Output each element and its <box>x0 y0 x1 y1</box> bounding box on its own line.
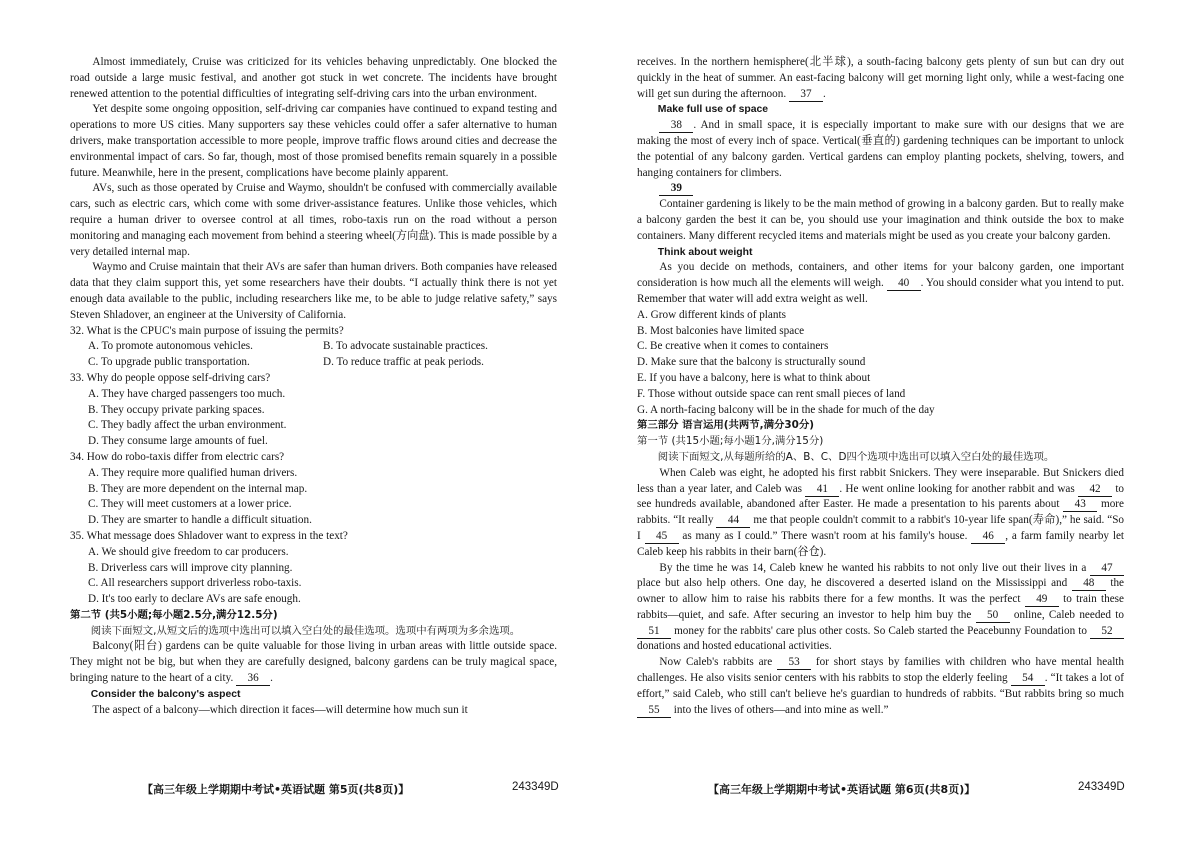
text-span: donations and hosted educational activities. <box>637 640 832 653</box>
passage-paragraph: Yet despite some ongoing opposition, self-driving car companies have continued to expand testing and operations to more US cities. Many supporters say these vehicles could offer a safer alternative to human drivers, make transportation accessible to more people, improve traffic flows around cities and decrease the environmental impact of cars. So far, though, most of those promised benefits remain squarely in a possible future. Meanwhile, here in the present, complications have become plainly apparent. <box>70 103 557 179</box>
choice-c: C. Be creative when it comes to containers <box>637 340 829 353</box>
passage-paragraph: Almost immediately, Cruise was criticized for its vehicles behaving unpredictably. One blocked the road outside a large music festival, and another got stuck in wet concrete. The incidents have brought renewed attention to the potential difficulties of integrating self-driving cars into the urban environment. <box>70 56 557 100</box>
question-34 <box>70 450 557 529</box>
section-2-instructions: 阅读下面短文,从短文后的选项中选出可以填入空白处的最佳选项。选项中有两项为多余选项。 <box>90 624 521 637</box>
question-stem: 34. How do robo-taxis differ from electric cars? <box>70 450 285 463</box>
text-span: me that people couldn't commit to a rabbit's 10-year life span(寿命),” he said. “So I <box>637 514 1125 542</box>
passage-paragraph <box>637 181 1124 197</box>
passage-paragraph: The aspect of a balcony—which direction it faces—will determine how much sun it <box>92 703 468 716</box>
option-b: B. They occupy private parking spaces. <box>88 403 265 416</box>
answer-blank-36[interactable]: 36 <box>236 672 270 686</box>
answer-blank-49[interactable]: 49 <box>1025 593 1059 607</box>
answer-blank-43[interactable]: 43 <box>1063 498 1097 512</box>
answer-blank-44[interactable]: 44 <box>716 514 750 528</box>
text-span: as many as I could.” There wasn't room at his family's house. <box>682 529 968 542</box>
passage-paragraph <box>637 260 1124 307</box>
option-c: C. They will meet customers at a lower price. <box>88 498 292 511</box>
aspect-continued-text: receives. In the northern hemisphere(北半球), a south-facing balcony gets plenty of sun but can dry out quickly in the heat of summer. An east-facing balcony will get morning light only, while a west-facing one will get sun during the afternoon. <box>637 56 1124 100</box>
answer-blank-46[interactable]: 46 <box>971 530 1005 544</box>
passage-paragraph <box>637 655 1124 718</box>
exam-code-right: 243349D <box>1078 781 1125 793</box>
part-3-section-1-title: 第一节 (共15小题;每小题1分,满分15分) <box>637 435 824 448</box>
page-footer-left: 【高三年级上学期期中考试•英语试题 第5页(共8页)】 <box>142 783 410 796</box>
answer-blank-40[interactable]: 40 <box>887 277 921 291</box>
subheading-weight: Think about weight <box>657 246 753 258</box>
weight-text-a: As you decide on methods, containers, and other items for your balcony garden, one important consideration is how much all the elements will weigh. <box>637 261 1124 290</box>
option-a: A. We should give freedom to car producers. <box>88 545 289 558</box>
part-3-instructions: 阅读下面短文,从每题所给的A、B、C、D四个选项中选出可以填入空白处的最佳选项。 <box>657 450 1055 463</box>
text-span: . He went online looking for another rabbit and was <box>839 482 1075 495</box>
option-b: B. Driverless cars will improve city planning. <box>88 561 293 574</box>
option-d: D. They consume large amounts of fuel. <box>88 435 268 448</box>
choice-e: E. If you have a balcony, here is what to think about <box>637 371 871 384</box>
text-span: Now Caleb's rabbits are <box>659 656 773 669</box>
question-33 <box>70 371 557 450</box>
passage-paragraph <box>637 466 1124 561</box>
weight-text-b: . You should consider what you intend to put. Remember that water will add extra weight as well. <box>637 277 1124 305</box>
text-span: more rabbits. “It really <box>637 498 1125 527</box>
option-d: D. To reduce traffic at peak periods. <box>323 356 484 369</box>
text-span: online, Caleb needed to <box>1013 608 1124 621</box>
page-footer-right: 【高三年级上学期期中考试•英语试题 第6页(共8页)】 <box>708 783 976 796</box>
text-span: to see hundreds available, abandoned after Easter. He made a presentation to his parents about <box>637 482 1125 511</box>
answer-blank-41[interactable]: 41 <box>805 483 839 497</box>
right-page-column <box>637 55 1124 718</box>
answer-blank-42[interactable]: 42 <box>1078 483 1112 497</box>
text-span: for short stays by families with children who have mental health challenges. He also visits senior centers with his rabbits to stop the elderly feeling <box>637 656 1125 685</box>
passage-paragraph: Balcony(阳台) gardens can be quite valuable for those living in urban areas with little outside space. They might not be big, but when they are carefully designed, balcony gardens can be truly magical space, bringing nature to the heart of a city. 36 . <box>70 640 557 685</box>
text-span: By the time he was 14, Caleb knew he wanted his rabbits to not only live out their lives in a <box>659 561 1087 574</box>
option-a: A. They require more qualified human drivers. <box>88 466 298 479</box>
passage-paragraph: receives. In the northern hemisphere(北半球), a south-facing balcony gets plenty of sun but can dry out quickly in the heat of summer. An east-facing balcony will get morning light only, while a west-facing one will get sun during the afternoon. 37 . <box>637 56 1124 100</box>
choice-d: D. Make sure that the balcony is structurally sound <box>637 356 866 369</box>
answer-blank-48[interactable]: 48 <box>1072 577 1106 591</box>
text-span: , a farm family nearby let Caleb keep his rabbits in their barn(谷仓). <box>637 529 1125 558</box>
option-c: C. They badly affect the urban environment. <box>88 419 287 432</box>
answer-blank-37[interactable]: 37 <box>789 88 823 102</box>
option-a: A. To promote autonomous vehicles. <box>88 340 253 353</box>
answer-blank-50[interactable]: 50 <box>976 609 1010 623</box>
subheading-space: Make full use of space <box>657 104 769 116</box>
answer-blank-55[interactable]: 55 <box>637 704 671 718</box>
left-page-column <box>70 55 557 718</box>
passage-paragraph: Waymo and Cruise maintain that their AVs are safer than human drivers. Both companies have released data that they claim support this, yet some researchers have their doubts. “I actually think there is not yet enough data available to the public, including researchers like me, to be able to judge relative safety,” says Steven Shladover, an engineer at the University of California. <box>70 261 557 321</box>
option-a: A. They have charged passengers too much. <box>88 387 286 400</box>
answer-blank-47[interactable]: 47 <box>1090 562 1124 576</box>
subheading-aspect: Consider the balcony's aspect <box>90 688 241 700</box>
question-stem: 33. Why do people oppose self-driving cars? <box>70 371 271 384</box>
option-row <box>70 355 557 371</box>
answer-blank-52[interactable]: 52 <box>1090 625 1124 639</box>
answer-blank-45[interactable]: 45 <box>645 530 679 544</box>
passage-paragraph <box>637 118 1124 181</box>
question-32 <box>70 324 557 371</box>
option-c: C. All researchers support driverless robo-taxis. <box>88 577 302 590</box>
text-span: When Caleb was eight, he adopted his first rabbit Snickers. They were inseparable. But Snickers died less than a year later, and Caleb was <box>637 466 1124 495</box>
choice-b: B. Most balconies have limited space <box>637 324 805 337</box>
choice-g: G. A north-facing balcony will be in the shade for much of the day <box>637 403 935 416</box>
option-b: B. To advocate sustainable practices. <box>323 340 488 353</box>
text-span: . “It takes a lot of effort,” said Caleb, who still can't believe he's guardian to hundreds of rabbits. “But rabbits bring so much <box>637 672 1124 700</box>
balcony-intro-text: Balcony(阳台) gardens can be quite valuable for those living in urban areas with little outside space. They might not be big, but when they are carefully designed, balcony gardens can be truly magical space, bringing nature to the heart of a city. <box>70 640 557 685</box>
choice-f: F. Those without outside space can rent small pieces of land <box>637 387 906 400</box>
part-3-title: 第三部分 语言运用(共两节,满分30分) <box>637 419 814 432</box>
answer-blank-39[interactable]: 39 <box>659 182 693 196</box>
text-span: into the lives of others—and into mine as well.” <box>673 703 889 716</box>
space-text: . And in small space, it is especially important to make sure with our designs that we are making the most of every inch of space. Vertical(垂直的) gardening techniques can be important to unlock the potential of any balcony garden. Vertical gardens can employ planting pockets, shelving, towers, and hanging containers for climbers. <box>637 119 1124 179</box>
choice-list <box>637 308 1124 419</box>
option-d: D. They are smarter to handle a difficult situation. <box>88 514 312 527</box>
choice-a: A. Grow different kinds of plants <box>637 308 786 321</box>
text-span: to train these rabbits—quiet, and safe. After securing an investor to help him buy the <box>637 593 1125 621</box>
exam-code-left: 243349D <box>512 781 559 793</box>
option-row <box>70 339 557 355</box>
option-c: C. To upgrade public transportation. <box>88 356 250 369</box>
question-35 <box>70 529 557 608</box>
text-span: money for the rabbits' care plus other costs. So Caleb started the Peacebunny Foundation to <box>674 624 1087 637</box>
answer-blank-53[interactable]: 53 <box>777 656 811 670</box>
passage-paragraph <box>637 561 1124 656</box>
option-b: B. They are more dependent on the internal map. <box>88 482 308 495</box>
section-2-title: 第二节 (共5小题;每小题2.5分,满分12.5分) <box>70 608 278 621</box>
question-stem: 32. What is the CPUC's main purpose of issuing the permits? <box>70 324 344 337</box>
text-span: the owner to allow him to raise his rabbits there for a few months. It was the perfect <box>637 577 1125 606</box>
answer-blank-54[interactable]: 54 <box>1011 672 1045 686</box>
option-d: D. It's too early to declare AVs are safe enough. <box>88 593 301 606</box>
text-span: place but also help others. One day, he discovered a deserted island on the Mississippi and <box>637 577 1068 590</box>
answer-blank-38[interactable]: 38 <box>659 119 693 133</box>
answer-blank-51[interactable]: 51 <box>637 625 671 639</box>
passage-paragraph: Container gardening is likely to be the main method of growing in a balcony garden. But to really make a balcony garden the best it can be, you should use your imagination and think outside the box to make containers. Many different recycled items and materials might be used as you create your balcony garden. <box>637 198 1124 242</box>
question-stem: 35. What message does Shladover want to express in the text? <box>70 529 348 542</box>
passage-paragraph: AVs, such as those operated by Cruise and Waymo, shouldn't be confused with commercially available cars, such as electric cars, which come with some driver-assistance features. Unlike those vehicles, which require a human driver to oversee control at all times, robo-taxis run on the road without a person monitoring and managing each movement from behind a steering wheel(方向盘). This is made possible by a very detailed internal map. <box>70 182 557 258</box>
